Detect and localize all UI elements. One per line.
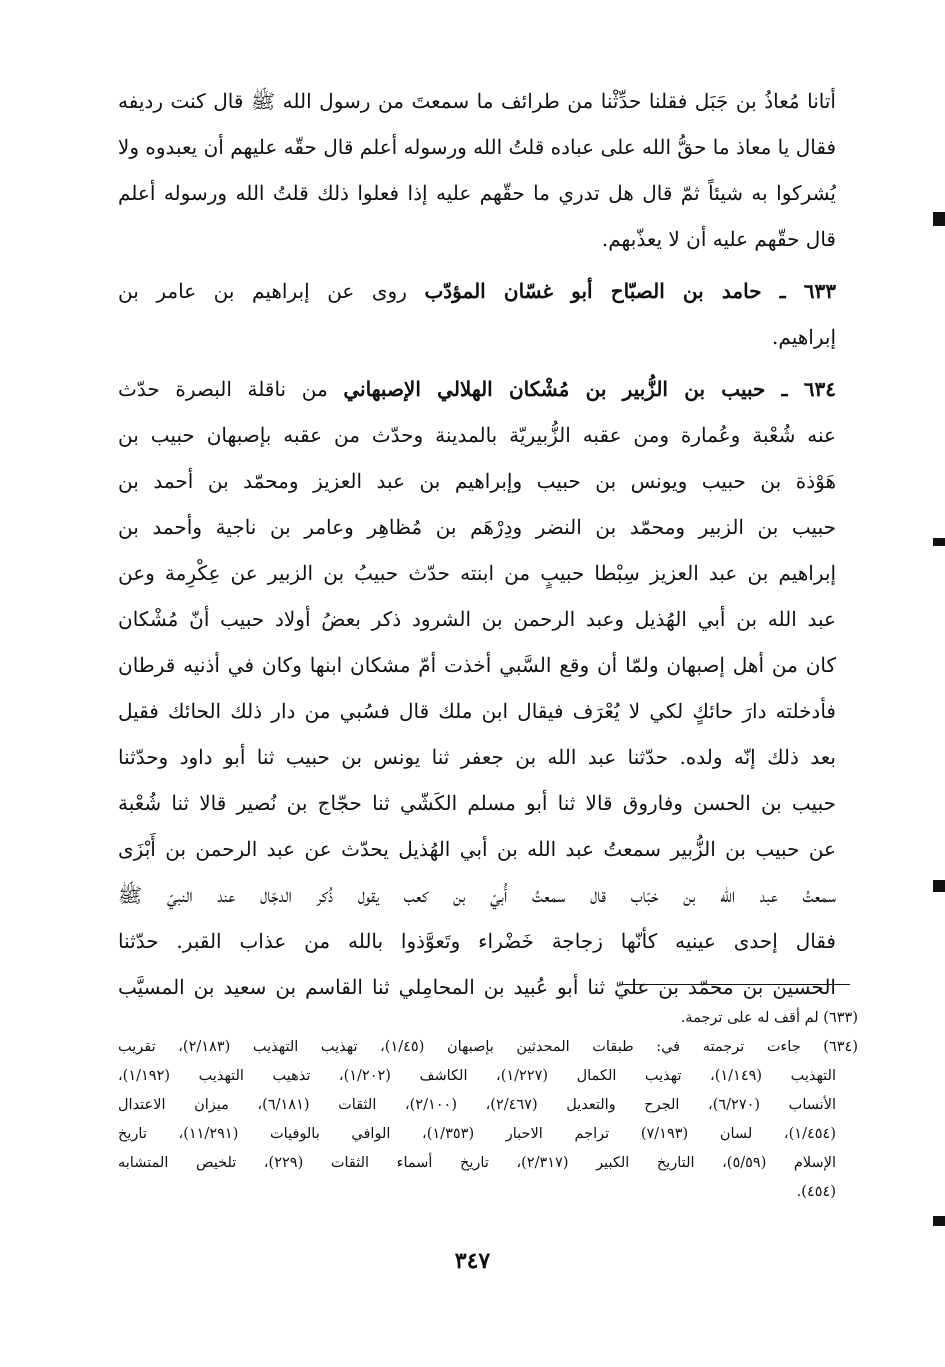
- text-line: عنه شُعْبة وعُمارة ومن عقبه الزُّبيريّة بالمدينة وحدّث من عقبه بإصبهان حبيب بن: [118, 423, 836, 447]
- scan-edge-mark: [933, 538, 945, 546]
- footnote-634-line: التهذيب (١/١٤٩)، تهذيب الكمال (١/٢٢٧)، الكاشف (١/٢٠٢)، تذهيب التهذيب (١/١٩٢)،: [118, 1068, 836, 1084]
- footnote-634-line: الأنساب (٦/٢٧٠)، الجرح والتعديل (٢/٤٦٧)، (٢/١٠٠)، الثقات (٦/١٨١)، ميزان الاعتدال: [118, 1097, 837, 1113]
- text-line: أتانا مُعاذُ بن جَبَل فقلنا حدِّثْنا من طرائف ما سمعتَ من رسول الله ﷺ قال كنت رديفه: [118, 89, 836, 113]
- entry-633-heading: ٦٣٣ ـ حامد بن الصبّاح أبو غسّان المؤدّب: [424, 279, 836, 303]
- text-line: كان من أهل إصبهان ولمّا أن وقع السَّبي أخذت أمّ مشكان ابنها وكان في أذنيه قرطان: [118, 653, 836, 677]
- footnote-634-line: الإسلام (٥/٥٩)، التاريخ الكبير (٢/٣١٧)، تاريخ أسماء الثقات (٢٢٩)، تلخيص المتشابه: [118, 1155, 837, 1171]
- text-line: بعد ذلك إنّه ولده. حدّثنا عبد الله بن جعفر ثنا يونس بن حبيب ثنا أبو داود وحدّثنا: [118, 745, 836, 769]
- text-line: سمعتُ عبد الله بن خبّاب قال سمعتُ أُبيّ بن كعب يقول ذُكر الدجّال عند النبيّ ﷺ: [118, 883, 836, 907]
- entry-633-text: روى عن إبراهيم بن عامر بن: [118, 279, 425, 303]
- text-line: حبيب بن الحسن وفاروق قالا ثنا أبو مسلم الكَشّي ثنا حجّاج بن نُصير قالا ثنا شُعْبة: [118, 791, 836, 815]
- footnote-634-line: (٦٣٤) جاءت ترجمته في: طبقات المحدثين بإصبهان (١/٤٥)، تهذيب التهذيب (٢/١٨٣)، تقريب: [118, 1039, 858, 1055]
- scan-edge-mark: [933, 212, 945, 226]
- entry-633-line-2: إبراهيم.: [772, 325, 836, 349]
- footnote-divider: [622, 984, 850, 985]
- text-line: إبراهيم بن عبد العزيز سِبْطا حبيبٍ من ابنته حدّث حبيبُ بن الزبير عن عِكْرِمة وعن: [118, 561, 836, 585]
- entry-634-text: من ناقلة البصرة حدّث: [118, 377, 344, 401]
- entry-634-line-1: [118, 366, 836, 412]
- footnotes-block: [118, 1004, 858, 1207]
- text-line: عن حبيب بن الزُّبير سمعتُ عبد الله بن أبي الهُذيل يحدّث عن عبد الرحمن بن أَبْزَى: [118, 837, 836, 861]
- scan-edge-mark: [933, 880, 945, 892]
- entry-633-line-1: [118, 268, 836, 314]
- main-text-block: [118, 78, 836, 1010]
- text-line: فقال يا معاذ ما حقُّ الله على عباده قلتُ الله ورسوله أعلم قال حقّه عليهم أن يعبدوه ولا: [118, 135, 836, 159]
- text-line: يُشركوا به شيئاً ثمّ قال هل تدري ما حقّهم عليه إذا فعلوا ذلك قلتُ الله ورسوله أعلم: [118, 181, 836, 205]
- text-line: قال حقّهم عليه أن لا يعذّبهم.: [601, 227, 836, 251]
- scan-edge-mark: [933, 1216, 945, 1226]
- text-line: فأدخلته دارَ حائكٍ لكي لا يُعْرَف فيقال ابن ملك قال فسُبي من دار ذلك الحائك فقيل: [118, 699, 836, 723]
- footnote-634-line: (١/٤٥٤)، لسان (٧/١٩٣) تراجم الاحبار (١/٣٥٣)، الوافي بالوفيات (١١/٢٩١)، تاريخ: [118, 1126, 836, 1142]
- entry-634-heading: ٦٣٤ ـ حبيب بن الزُّبير بن مُشْكان الهلالي الإصبهاني: [343, 377, 836, 401]
- text-line: حبيب بن الزبير ومحمّد بن النضر ودِرْهَم بن مُظاهِر وعامر بن ناجية وأحمد بن: [118, 515, 836, 539]
- text-line: عبد الله بن أبي الهُذيل وعبد الرحمن بن الشرود ذكر بعضُ أولاد حبيب أنّ مُشْكان: [118, 607, 836, 631]
- text-line: فقال إحدى عينيه كأنّها زجاجة خَضْراء وتَعوَّذوا بالله من عذاب القبر. حدّثنا: [118, 929, 836, 953]
- footnote-634-line: (٤٥٤).: [796, 1184, 836, 1200]
- footnote-633: (٦٣٣) لم أقف له على ترجمة.: [680, 1010, 858, 1026]
- text-line: هَوْذة بن حبيب ويونس بن حبيب وإبراهيم بن عبد العزيز ومحمّد بن أحمد بن: [118, 469, 836, 493]
- text-line: الحسين بن محمّد بن عليّ ثنا أبو عُبيد بن المحامِلي ثنا القاسم بن سعيد بن المسيَّب: [118, 975, 836, 999]
- page-number: ٣٤٧: [454, 1248, 491, 1274]
